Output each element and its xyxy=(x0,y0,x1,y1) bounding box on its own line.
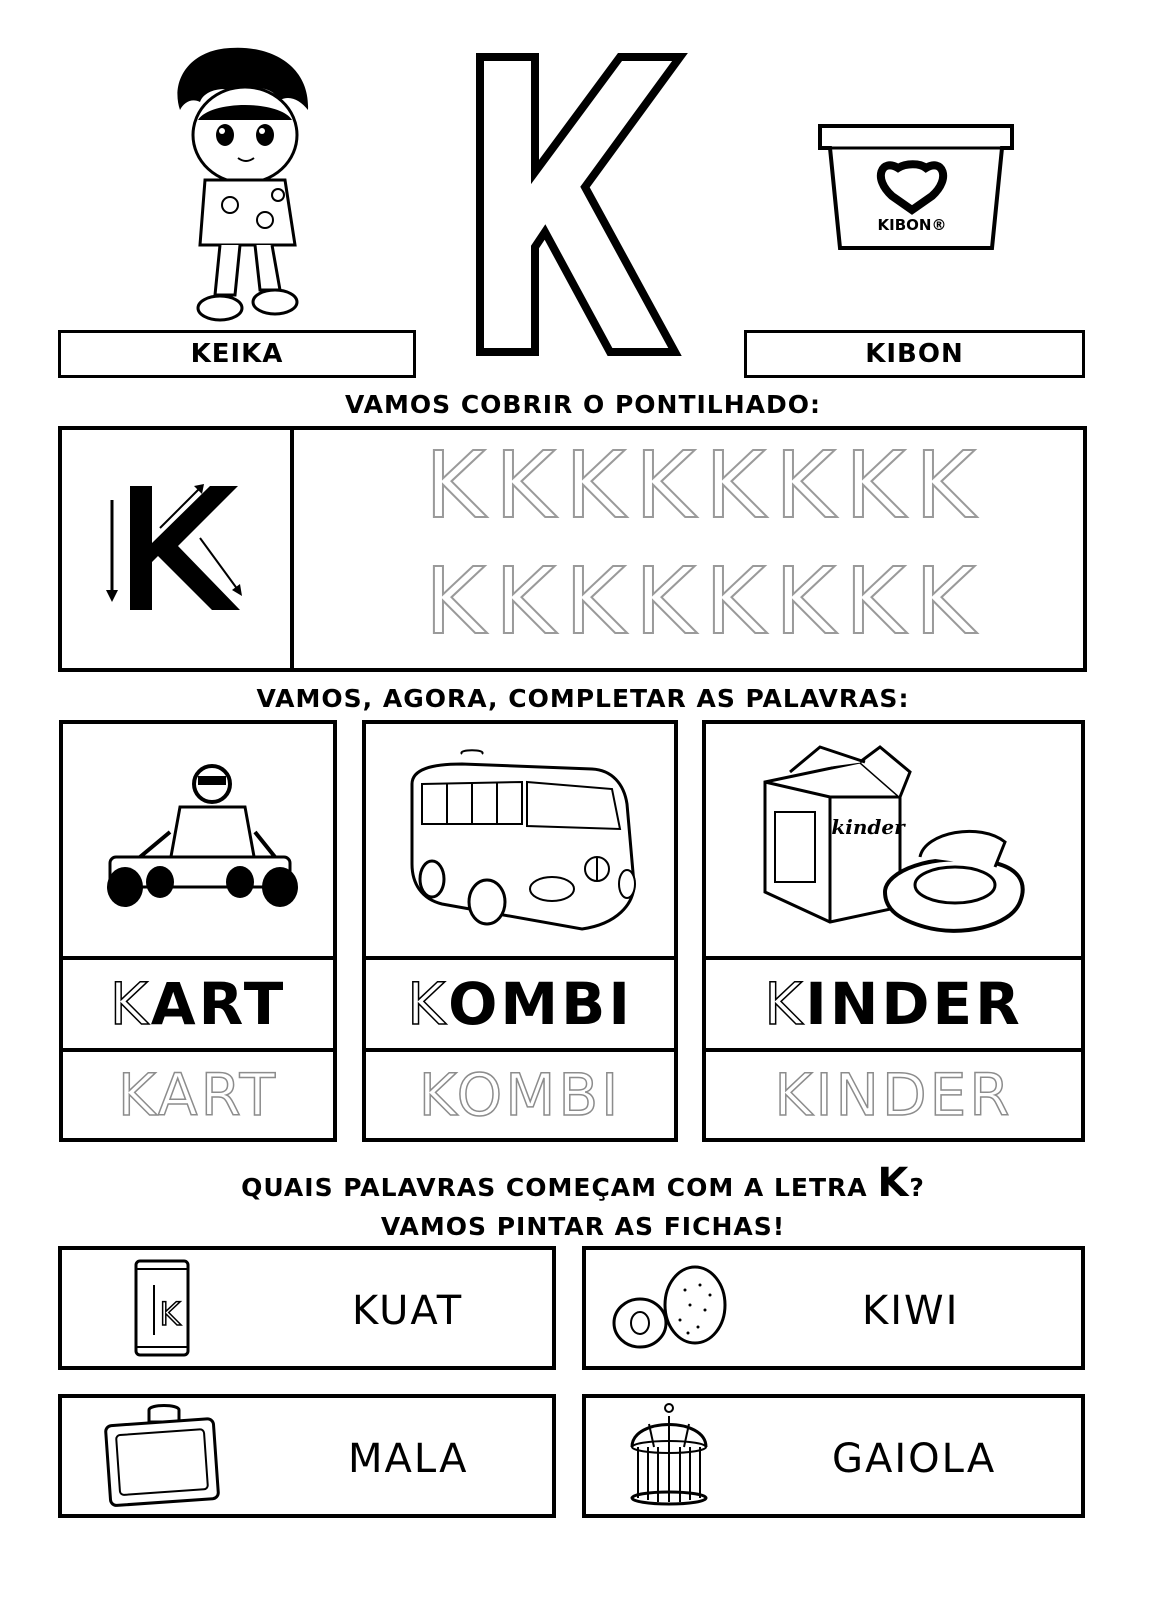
question-letter: K xyxy=(877,1160,910,1206)
section2-title: VAMOS, AGORA, COMPLETAR AS PALAVRAS: xyxy=(256,684,910,713)
kibon-logo-text: KIBON® xyxy=(877,216,947,234)
trace-letter[interactable]: K xyxy=(774,548,836,655)
trace-letter[interactable]: K xyxy=(914,548,976,655)
big-letter-k-text: K xyxy=(470,52,471,53)
trace-row-1 xyxy=(420,432,980,539)
kart-rest: ART xyxy=(150,970,287,1038)
trace-letter[interactable]: K xyxy=(704,548,766,655)
section3-question xyxy=(0,1160,1166,1206)
kombi-trace-cell[interactable] xyxy=(362,1048,678,1142)
card-kuat-word: KUAT xyxy=(352,1288,464,1334)
kombi-van-icon xyxy=(402,744,642,934)
trace-row-2 xyxy=(420,548,980,655)
model-letter-k xyxy=(100,478,250,618)
girl-illustration xyxy=(160,40,330,330)
kombi-rest: OMBI xyxy=(448,970,633,1038)
birdcage-icon xyxy=(624,1402,714,1510)
trace-letter[interactable]: K xyxy=(634,432,696,539)
label-keika-text: KEIKA xyxy=(190,339,284,369)
kombi-trace-word[interactable]: KOMBI xyxy=(418,1061,622,1129)
trace-letter[interactable]: K xyxy=(844,432,906,539)
trace-letter[interactable]: K xyxy=(424,548,486,655)
kinder-word-cell xyxy=(702,956,1085,1052)
kiwi-icon xyxy=(610,1265,730,1351)
card-gaiola-word: GAIOLA xyxy=(832,1436,997,1482)
label-kibon xyxy=(744,330,1085,378)
kart-trace-cell[interactable] xyxy=(59,1048,337,1142)
kart-trace-word[interactable]: KART xyxy=(117,1061,279,1129)
section3-instruction: VAMOS PINTAR AS FICHAS! xyxy=(380,1212,786,1241)
trace-letter[interactable]: K xyxy=(564,548,626,655)
trace-letter[interactable]: K xyxy=(494,432,556,539)
kibon-tub-illustration xyxy=(812,118,1022,258)
trace-letter[interactable]: K xyxy=(774,432,836,539)
label-kibon-text: KIBON xyxy=(865,339,964,369)
model-letter-text: K xyxy=(100,478,101,479)
big-letter-k xyxy=(470,52,690,362)
kombi-first-letter[interactable]: K xyxy=(407,970,449,1038)
soda-can-icon xyxy=(132,1255,192,1361)
kinder-trace-cell[interactable] xyxy=(702,1048,1085,1142)
kinder-box-icon xyxy=(760,742,1030,938)
trace-letter[interactable]: K xyxy=(564,432,626,539)
kinder-trace-word[interactable]: KINDER xyxy=(774,1061,1013,1129)
go-kart-icon xyxy=(100,762,300,912)
label-keika xyxy=(58,330,416,378)
question-mark: ? xyxy=(909,1173,925,1202)
kinder-logo-text: kinder xyxy=(831,815,905,839)
trace-letter[interactable]: K xyxy=(634,548,696,655)
card-kiwi-word: KIWI xyxy=(862,1288,960,1334)
trace-letter[interactable]: K xyxy=(914,432,976,539)
kart-word-cell xyxy=(59,956,337,1052)
trace-box-divider xyxy=(290,426,294,672)
trace-letter[interactable]: K xyxy=(494,548,556,655)
card-mala-word: MALA xyxy=(348,1436,469,1482)
kinder-rest: INDER xyxy=(805,970,1023,1038)
section1-title: VAMOS COBRIR O PONTILHADO: xyxy=(344,390,821,419)
kinder-first-letter[interactable]: K xyxy=(764,970,806,1038)
question-text: QUAIS PALAVRAS COMEÇAM COM A LETRA xyxy=(241,1173,878,1202)
trace-letter[interactable]: K xyxy=(704,432,766,539)
trace-letter[interactable]: K xyxy=(424,432,486,539)
suitcase-icon xyxy=(104,1404,224,1508)
trace-letter[interactable]: K xyxy=(844,548,906,655)
kombi-word-cell xyxy=(362,956,678,1052)
kart-first-letter[interactable]: K xyxy=(109,970,151,1038)
can-letter: K xyxy=(159,1295,181,1333)
